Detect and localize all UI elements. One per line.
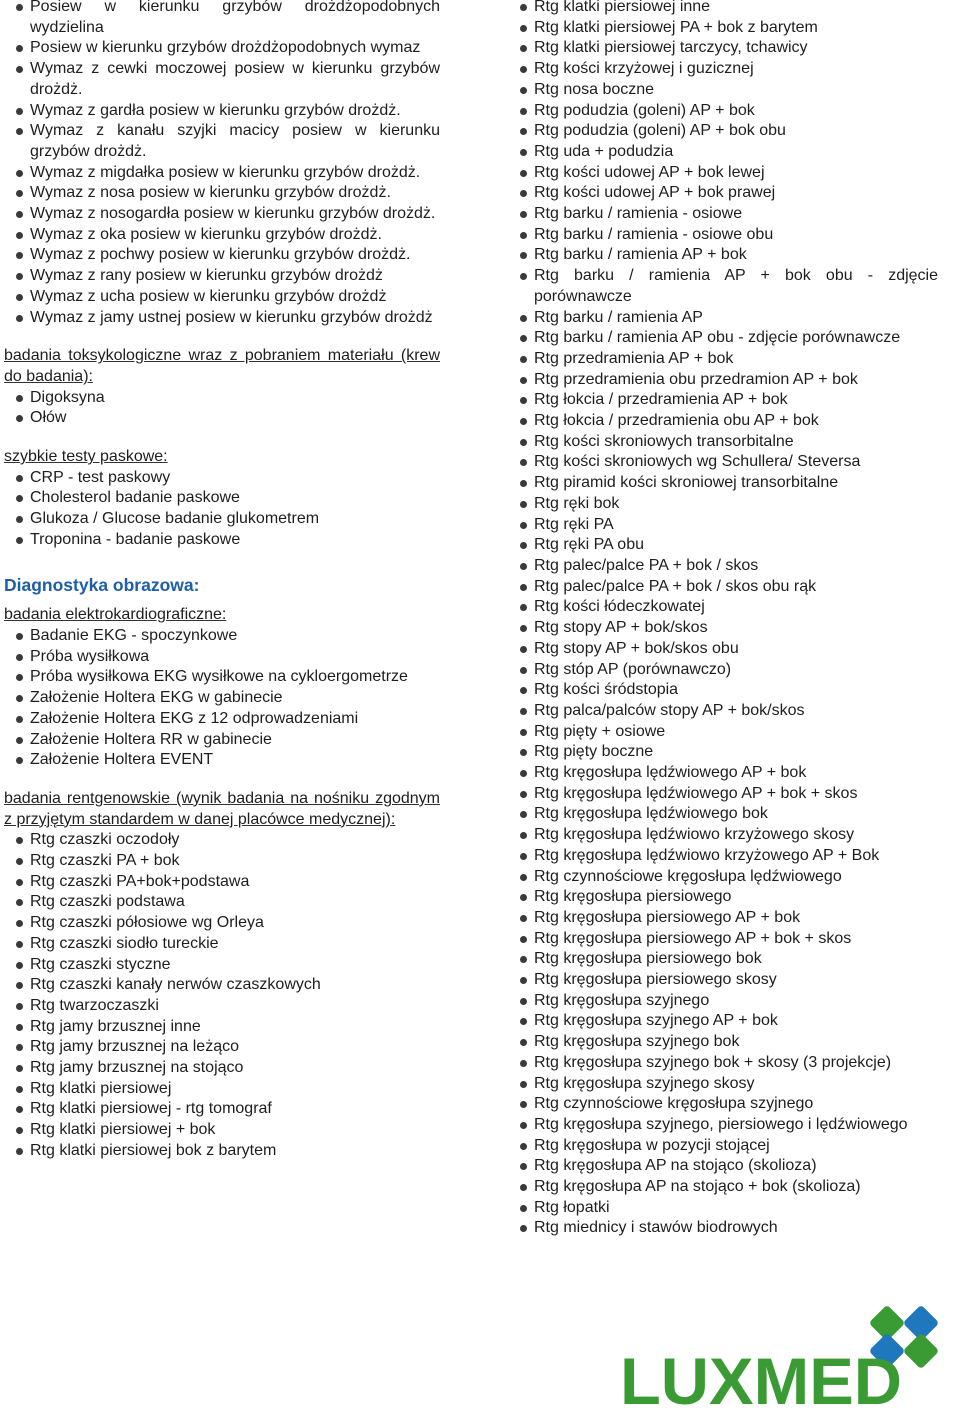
list-item: Rtg kręgosłupa piersiowego skosy bbox=[508, 970, 938, 991]
list-item: Rtg czynnościowe kręgosłupa szyjnego bbox=[508, 1094, 938, 1115]
left-column bbox=[4, 0, 440, 1162]
list-item: Rtg łokcia / przedramienia obu AP + bok bbox=[508, 411, 938, 432]
list-item: Rtg przedramienia AP + bok bbox=[508, 349, 938, 370]
list-item: Rtg kości udowej AP + bok lewej bbox=[508, 163, 938, 184]
list-item: Rtg podudzia (goleni) AP + bok bbox=[508, 101, 938, 122]
luxmed-logo-text: LUXMED bbox=[620, 1344, 902, 1410]
list-item: Próba wysiłkowa bbox=[4, 647, 440, 668]
list-item: Rtg miednicy i stawów biodrowych bbox=[508, 1218, 938, 1239]
list-item: Badanie EKG - spoczynkowe bbox=[4, 626, 440, 647]
list-item: Wymaz z kanału szyjki macicy posiew w kierunku grzybów drożdż. bbox=[4, 121, 440, 162]
list-item: Rtg przedramienia obu przedramion AP + bok bbox=[508, 370, 938, 391]
list-item: Rtg stóp AP (porównawczo) bbox=[508, 660, 938, 681]
list-item: Rtg czaszki PA+bok+podstawa bbox=[4, 872, 440, 893]
list-item: Rtg czaszki półosiowe wg Orleya bbox=[4, 913, 440, 934]
list-item: Cholesterol badanie paskowe bbox=[4, 488, 440, 509]
list-item: Założenie Holtera EVENT bbox=[4, 750, 440, 771]
list-item: Rtg kręgosłupa szyjnego, piersiowego i lędźwiowego bbox=[508, 1115, 938, 1136]
list-item: Rtg kręgosłupa piersiowego AP + bok + skos bbox=[508, 929, 938, 950]
list-item: Założenie Holtera EKG z 12 odprowadzeniami bbox=[4, 709, 440, 730]
intro-list bbox=[4, 0, 440, 328]
list-item: Rtg kości łódeczkowatej bbox=[508, 597, 938, 618]
rtg-heading: badania rentgenowskie (wynik badania na nośniku zgodnym z przyjętym standardem w danej placówce medycznej): bbox=[4, 789, 440, 828]
list-item: Rtg pięty + osiowe bbox=[508, 722, 938, 743]
list-item: Rtg kości śródstopia bbox=[508, 680, 938, 701]
list-item: Rtg jamy brzusznej na stojąco bbox=[4, 1058, 440, 1079]
list-item: Rtg pięty boczne bbox=[508, 742, 938, 763]
list-item: Rtg klatki piersiowej PA + bok z barytem bbox=[508, 18, 938, 39]
ekg-heading: badania elektrokardiograficzne: bbox=[4, 606, 227, 624]
list-item: Rtg kręgosłupa lędźwiowego bok bbox=[508, 804, 938, 825]
list-item: Rtg kości udowej AP + bok prawej bbox=[508, 183, 938, 204]
list-item: Rtg jamy brzusznej na leżąco bbox=[4, 1037, 440, 1058]
list-item: Rtg kości skroniowych transorbitalne bbox=[508, 432, 938, 453]
tox-list bbox=[4, 388, 440, 429]
rtg-list-left bbox=[4, 830, 440, 1161]
list-item: Wymaz z jamy ustnej posiew w kierunku grzybów drożdż bbox=[4, 308, 440, 329]
list-item: Wymaz z cewki moczowej posiew w kierunku grzybów drożdż. bbox=[4, 59, 440, 100]
list-item: Rtg kości skroniowych wg Schullera/ Steversa bbox=[508, 452, 938, 473]
list-item: Wymaz z gardła posiew w kierunku grzybów drożdż. bbox=[4, 101, 440, 122]
list-item: Rtg kręgosłupa lędźwiowo krzyżowego AP + Bok bbox=[508, 846, 938, 867]
list-item: Rtg kręgosłupa piersiowego AP + bok bbox=[508, 908, 938, 929]
rtg-list-right bbox=[508, 0, 938, 1239]
tox-heading: badania toksykologiczne wraz z pobraniem materiału (krew do badania): bbox=[4, 347, 440, 385]
list-item: Rtg podudzia (goleni) AP + bok obu bbox=[508, 121, 938, 142]
list-item: Rtg ręki PA obu bbox=[508, 535, 938, 556]
list-item: Rtg czynnościowe kręgosłupa lędźwiowego bbox=[508, 867, 938, 888]
list-item: Założenie Holtera EKG w gabinecie bbox=[4, 688, 440, 709]
list-item: Rtg klatki piersiowej bok z barytem bbox=[4, 1141, 440, 1162]
list-item: Wymaz z nosogardła posiew w kierunku grzybów drożdż. bbox=[4, 204, 440, 225]
list-item: Rtg czaszki podstawa bbox=[4, 892, 440, 913]
list-item: Rtg klatki piersiowej bbox=[4, 1079, 440, 1100]
list-item: Rtg kości krzyżowej i guzicznej bbox=[508, 59, 938, 80]
list-item: Wymaz z nosa posiew w kierunku grzybów drożdż. bbox=[4, 183, 440, 204]
list-item: Rtg jamy brzusznej inne bbox=[4, 1017, 440, 1038]
list-item: Rtg kręgosłupa AP na stojąco + bok (skolioza) bbox=[508, 1177, 938, 1198]
list-item: Wymaz z oka posiew w kierunku grzybów drożdż. bbox=[4, 225, 440, 246]
list-item: Wymaz z migdałka posiew w kierunku grzybów drożdż. bbox=[4, 163, 440, 184]
list-item: Próba wysiłkowa EKG wysiłkowe na cykloergometrze bbox=[4, 667, 440, 688]
rapid-tests-heading: szybkie testy paskowe: bbox=[4, 448, 168, 466]
list-item: Wymaz z rany posiew w kierunku grzybów drożdż bbox=[4, 266, 440, 287]
luxmed-logo bbox=[620, 1300, 950, 1410]
list-item: Rtg klatki piersiowej tarczycy, tchawicy bbox=[508, 38, 938, 59]
right-column bbox=[508, 0, 938, 1239]
list-item: Rtg barku / ramienia AP + bok obu - zdjęcie porównawcze bbox=[508, 266, 938, 307]
list-item: Rtg ręki bok bbox=[508, 494, 938, 515]
list-item: Troponina - badanie paskowe bbox=[4, 530, 440, 551]
list-item: Ołów bbox=[4, 408, 440, 429]
list-item: Rtg czaszki kanały nerwów czaszkowych bbox=[4, 975, 440, 996]
list-item: Glukoza / Glucose badanie glukometrem bbox=[4, 509, 440, 530]
list-item: Rtg łokcia / przedramienia AP + bok bbox=[508, 390, 938, 411]
list-item: Rtg twarzoczaszki bbox=[4, 996, 440, 1017]
list-item: Rtg kręgosłupa w pozycji stojącej bbox=[508, 1136, 938, 1157]
list-item: Rtg palec/palce PA + bok / skos obu rąk bbox=[508, 577, 938, 598]
list-item: Rtg nosa boczne bbox=[508, 80, 938, 101]
list-item: Rtg kręgosłupa szyjnego AP + bok bbox=[508, 1011, 938, 1032]
list-item: Rtg kręgosłupa lędźwiowego AP + bok bbox=[508, 763, 938, 784]
list-item: Rtg barku / ramienia AP obu - zdjęcie porównawcze bbox=[508, 328, 938, 349]
list-item: Rtg stopy AP + bok/skos obu bbox=[508, 639, 938, 660]
list-item: Rtg kręgosłupa lędźwiowego AP + bok + skos bbox=[508, 784, 938, 805]
list-item: Wymaz z pochwy posiew w kierunku grzybów drożdż. bbox=[4, 245, 440, 266]
list-item: Rtg czaszki PA + bok bbox=[4, 851, 440, 872]
list-item: Digoksyna bbox=[4, 388, 440, 409]
section-title: Diagnostyka obrazowa: bbox=[4, 574, 200, 595]
list-item: Rtg barku / ramienia AP + bok bbox=[508, 245, 938, 266]
list-item: Rtg kręgosłupa lędźwiowo krzyżowego skosy bbox=[508, 825, 938, 846]
list-item: Rtg barku / ramienia AP bbox=[508, 308, 938, 329]
list-item: Rtg kręgosłupa szyjnego skosy bbox=[508, 1074, 938, 1095]
list-item: Rtg kręgosłupa szyjnego bok bbox=[508, 1032, 938, 1053]
list-item: Rtg palca/palców stopy AP + bok/skos bbox=[508, 701, 938, 722]
list-item: Rtg ręki PA bbox=[508, 515, 938, 536]
list-item: Posiew w kierunku grzybów drożdżopodobnych wymaz bbox=[4, 38, 440, 59]
list-item: Rtg klatki piersiowej + bok bbox=[4, 1120, 440, 1141]
list-item: Rtg barku / ramienia - osiowe obu bbox=[508, 225, 938, 246]
list-item: Rtg czaszki oczodoły bbox=[4, 830, 440, 851]
list-item: Rtg palec/palce PA + bok / skos bbox=[508, 556, 938, 577]
list-item: Rtg kręgosłupa piersiowego bok bbox=[508, 949, 938, 970]
list-item: Rtg kręgosłupa AP na stojąco (skolioza) bbox=[508, 1156, 938, 1177]
list-item: Rtg łopatki bbox=[508, 1198, 938, 1219]
list-item: Rtg piramid kości skroniowej transorbitalne bbox=[508, 473, 938, 494]
list-item: Rtg barku / ramienia - osiowe bbox=[508, 204, 938, 225]
list-item: Posiew w kierunku grzybów drożdżopodobnych wydzielina bbox=[4, 0, 440, 38]
list-item: Rtg klatki piersiowej - rtg tomograf bbox=[4, 1099, 440, 1120]
list-item: Rtg czaszki styczne bbox=[4, 955, 440, 976]
list-item: Rtg kręgosłupa szyjnego bbox=[508, 991, 938, 1012]
list-item: Rtg kręgosłupa piersiowego bbox=[508, 887, 938, 908]
list-item: Założenie Holtera RR w gabinecie bbox=[4, 730, 440, 751]
list-item: Rtg kręgosłupa szyjnego bok + skosy (3 projekcje) bbox=[508, 1053, 938, 1074]
list-item: Rtg klatki piersiowej inne bbox=[508, 0, 938, 18]
list-item: Rtg uda + podudzia bbox=[508, 142, 938, 163]
rapid-tests-list bbox=[4, 468, 440, 551]
list-item: Rtg stopy AP + bok/skos bbox=[508, 618, 938, 639]
list-item: Rtg czaszki siodło tureckie bbox=[4, 934, 440, 955]
list-item: CRP - test paskowy bbox=[4, 468, 440, 489]
ekg-list bbox=[4, 626, 440, 771]
list-item: Wymaz z ucha posiew w kierunku grzybów drożdż bbox=[4, 287, 440, 308]
